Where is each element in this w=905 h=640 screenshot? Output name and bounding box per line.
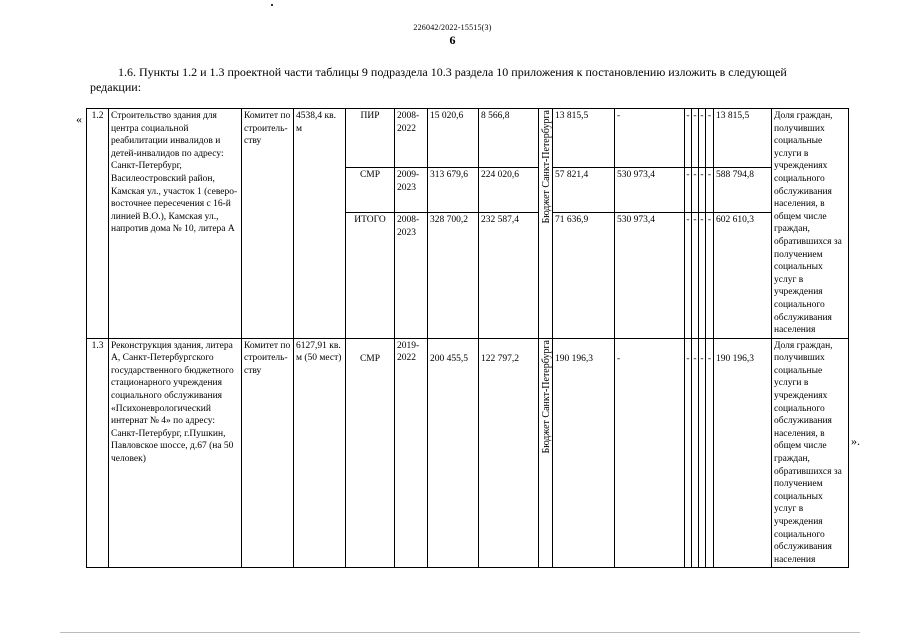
empty-year-cell: - bbox=[685, 338, 692, 568]
sum-value: 190 196,3 bbox=[714, 338, 772, 568]
budget-label: Бюджет Санкт-Петербурга bbox=[541, 110, 552, 224]
capacity: 4538,4 кв. м bbox=[294, 109, 346, 339]
row-number: 1.2 bbox=[87, 109, 109, 339]
empty-year-cell: - bbox=[699, 213, 706, 339]
prev-financing: 224 020,6 bbox=[479, 168, 539, 213]
total-cost: 15 020,6 bbox=[428, 109, 479, 168]
prev-financing: 232 587,4 bbox=[479, 213, 539, 339]
empty-year-cell: - bbox=[692, 109, 699, 168]
prev-financing: 8 566,8 bbox=[479, 109, 539, 168]
document-number: 226042/2022-15515(3) bbox=[413, 23, 492, 32]
sum-value: 602 610,3 bbox=[714, 213, 772, 339]
year-2-value: - bbox=[615, 109, 685, 168]
sum-value: 13 815,5 bbox=[714, 109, 772, 168]
total-cost: 313 679,6 bbox=[428, 168, 479, 213]
period: 2008-2023 bbox=[395, 213, 428, 339]
empty-year-cell: - bbox=[706, 109, 714, 168]
closing-quote: ». bbox=[851, 434, 860, 448]
scan-bottom-edge bbox=[60, 632, 860, 633]
total-cost: 328 700,2 bbox=[428, 213, 479, 339]
budget-source bbox=[539, 338, 553, 568]
empty-year-cell: - bbox=[706, 213, 714, 339]
stage: СМР bbox=[346, 168, 395, 213]
year-2-value: 530 973,4 bbox=[615, 213, 685, 339]
executor: Комитет по строитель-ству bbox=[242, 109, 294, 339]
empty-year-cell: - bbox=[706, 168, 714, 213]
empty-year-cell: - bbox=[685, 213, 692, 339]
empty-year-cell: - bbox=[685, 168, 692, 213]
year-1-value: 57 821,4 bbox=[553, 168, 615, 213]
capacity: 6127,91 кв. м (50 мест) bbox=[294, 338, 346, 568]
budget-source bbox=[539, 109, 553, 339]
year-2-value: 530 973,4 bbox=[615, 168, 685, 213]
year-1-value: 190 196,3 bbox=[553, 338, 615, 568]
stage: СМР bbox=[346, 338, 395, 568]
prev-financing: 122 797,2 bbox=[479, 338, 539, 568]
page-number: 6 bbox=[449, 33, 456, 47]
year-2-value: - bbox=[615, 338, 685, 568]
empty-year-cell: - bbox=[699, 168, 706, 213]
object-name: Реконструкция здания, литера А, Санкт-Петербургского государственного бюджетного стационарного учреждения социального обслуживания «Психоневрологический интернат № 4» по адресу: Санкт-Петербург, г.Пушкин, Павловское шоссе, д.67 (на 50 человек) bbox=[109, 338, 242, 568]
indicator: Доля граждан, получивших социальные услуги в учреждениях социального обслуживания населения, в общем числе граждан, обратившихся за получением социальных услуг в учреждения социального обслуживания населения bbox=[772, 338, 849, 568]
empty-year-cell: - bbox=[699, 338, 706, 568]
period: 2009-2023 bbox=[395, 168, 428, 213]
empty-year-cell: - bbox=[692, 213, 699, 339]
opening-quote: « bbox=[76, 112, 82, 126]
intro-paragraph: 1.6. Пункты 1.2 и 1.3 проектной части таблицы 9 подраздела 10.3 раздела 10 приложения к постановлению изложить в следующей редакции: bbox=[90, 65, 787, 94]
empty-year-cell: - bbox=[692, 168, 699, 213]
empty-year-cell: - bbox=[692, 338, 699, 568]
stage: ИТОГО bbox=[346, 213, 395, 339]
indicator: Доля граждан, получивших социальные услуги в учреждениях социального обслуживания населения, в общем числе граждан, обратившихся за получением социальных услуг в учреждения социального обслуживания населения bbox=[772, 109, 849, 339]
total-cost: 200 455,5 bbox=[428, 338, 479, 568]
row-number: 1.3 bbox=[87, 338, 109, 568]
scan-speck bbox=[271, 4, 273, 6]
period: 2008-2022 bbox=[395, 109, 428, 168]
project-table bbox=[86, 108, 849, 568]
period: 2019-2022 bbox=[395, 338, 428, 568]
budget-label: Бюджет Санкт-Петербурга bbox=[541, 339, 552, 454]
year-1-value: 71 636,9 bbox=[553, 213, 615, 339]
empty-year-cell: - bbox=[685, 109, 692, 168]
object-name: Строительство здания для центра социальной реабилитации инвалидов и детей-инвалидов по адресу: Санкт-Петербург, Василеостровский район, Камская ул., участок 1 (северо-восточнее пересечения с 16-й линией В.О.), Камская ул., напротив дома № 10, литера А bbox=[109, 109, 242, 339]
executor: Комитет по строитель-ству bbox=[242, 338, 294, 568]
empty-year-cell: - bbox=[699, 109, 706, 168]
year-1-value: 13 815,5 bbox=[553, 109, 615, 168]
stage: ПИР bbox=[346, 109, 395, 168]
empty-year-cell: - bbox=[706, 338, 714, 568]
table-row bbox=[87, 338, 849, 568]
table-row bbox=[87, 109, 849, 168]
sum-value: 588 794,8 bbox=[714, 168, 772, 213]
